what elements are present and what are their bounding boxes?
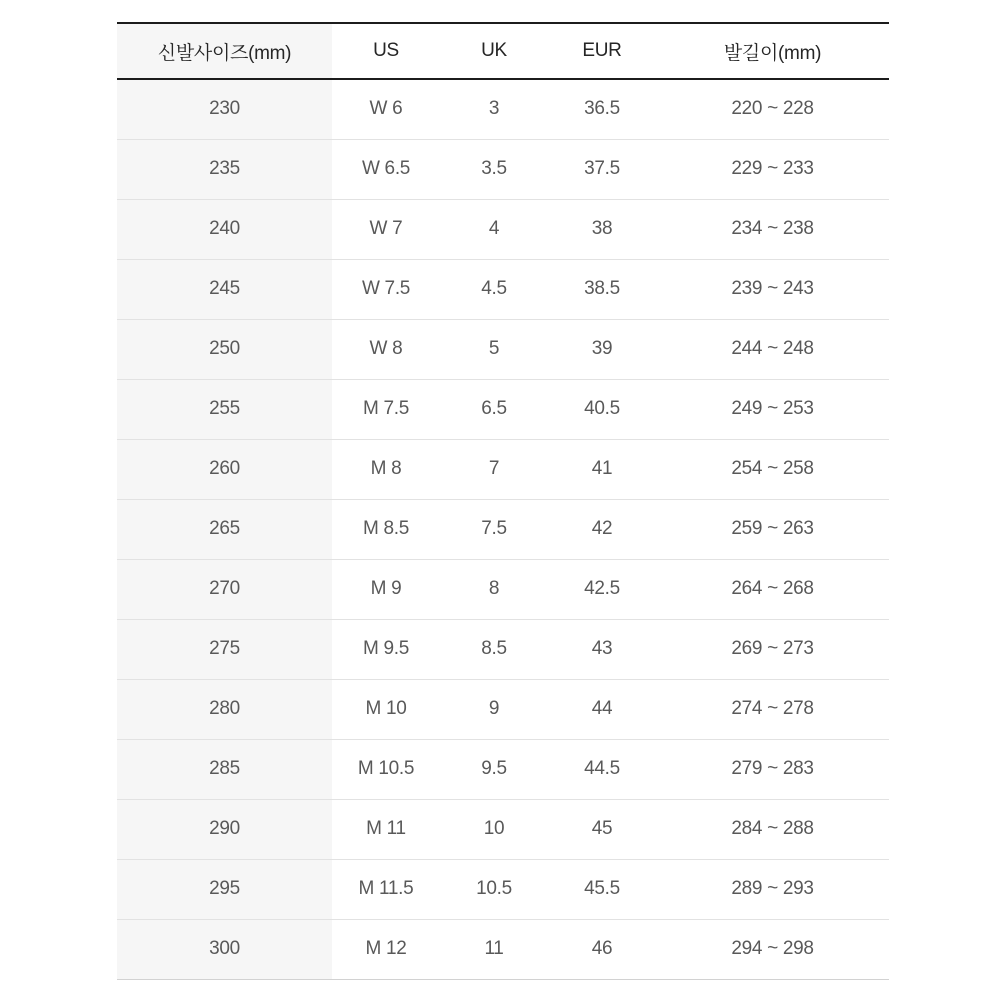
cell-uk-size: 10 bbox=[483, 818, 505, 839]
cell-shoe-size-mm: 250 bbox=[117, 319, 332, 379]
cell-shoe-size-mm: 245 bbox=[117, 259, 332, 319]
cell-eur-size: 44 bbox=[591, 698, 613, 719]
cell-uk-size: 4 bbox=[488, 218, 500, 239]
table-row bbox=[117, 919, 889, 979]
cell-us-size: M 7.5 bbox=[362, 398, 410, 419]
cell-us-size: M 9.5 bbox=[362, 638, 410, 659]
cell-eur-size: 38.5 bbox=[584, 278, 620, 299]
cell-uk-size: 3 bbox=[488, 98, 500, 120]
cell-us-size: M 11.5 bbox=[358, 878, 414, 899]
cell-us-size: W 8 bbox=[369, 338, 403, 359]
cell-eur-size: 37.5 bbox=[584, 158, 620, 179]
cell-eur-size: 42 bbox=[591, 518, 613, 539]
cell-eur-size: 41 bbox=[591, 458, 613, 479]
cell-uk-size: 6.5 bbox=[481, 398, 507, 419]
cell-foot-length-mm: 249 ~ 253 bbox=[731, 398, 814, 419]
cell-eur-size: 46 bbox=[591, 938, 613, 959]
table-row bbox=[117, 739, 889, 799]
table-row bbox=[117, 79, 889, 139]
cell-foot-length-mm: 244 ~ 248 bbox=[731, 338, 814, 359]
table-row bbox=[117, 139, 889, 199]
cell-foot-length-mm: 254 ~ 258 bbox=[731, 458, 814, 479]
cell-shoe-size-mm: 240 bbox=[117, 199, 332, 259]
table-row bbox=[117, 259, 889, 319]
header-row bbox=[117, 23, 889, 79]
cell-shoe-size-mm: 230 bbox=[117, 79, 332, 139]
cell-shoe-size-mm: 235 bbox=[117, 139, 332, 199]
cell-eur-size: 36.5 bbox=[584, 98, 620, 120]
cell-eur-size: 43 bbox=[591, 638, 613, 659]
cell-uk-size: 7 bbox=[488, 458, 500, 479]
header-cell-us-size: US bbox=[373, 40, 399, 61]
cell-shoe-size-mm: 275 bbox=[117, 619, 332, 679]
cell-shoe-size-mm: 260 bbox=[117, 439, 332, 499]
header-cell-uk-size: UK bbox=[481, 40, 507, 61]
cell-foot-length-mm: 234 ~ 238 bbox=[731, 218, 814, 239]
size-chart-container bbox=[117, 22, 889, 980]
cell-foot-length-mm: 259 ~ 263 bbox=[731, 518, 814, 539]
cell-eur-size: 40.5 bbox=[584, 398, 620, 419]
table-row bbox=[117, 499, 889, 559]
cell-foot-length-mm: 269 ~ 273 bbox=[731, 638, 814, 659]
cell-foot-length-mm: 264 ~ 268 bbox=[731, 578, 814, 599]
header-cell-foot-length-mm: 발길이(mm) bbox=[723, 42, 822, 64]
table-row bbox=[117, 319, 889, 379]
cell-shoe-size-mm: 270 bbox=[117, 559, 332, 619]
cell-us-size: M 10.5 bbox=[357, 758, 415, 779]
cell-shoe-size-mm: 295 bbox=[117, 859, 332, 919]
cell-eur-size: 38 bbox=[591, 218, 613, 239]
cell-uk-size: 4.5 bbox=[481, 278, 507, 299]
cell-foot-length-mm: 274 ~ 278 bbox=[731, 698, 814, 719]
cell-shoe-size-mm: 255 bbox=[117, 379, 332, 439]
table-body bbox=[117, 79, 889, 979]
cell-eur-size: 39 bbox=[591, 338, 613, 359]
cell-uk-size: 8.5 bbox=[481, 638, 507, 659]
cell-uk-size: 5 bbox=[488, 338, 500, 359]
cell-uk-size: 11 bbox=[484, 938, 504, 959]
cell-eur-size: 42.5 bbox=[584, 578, 620, 599]
table-row bbox=[117, 379, 889, 439]
table-row bbox=[117, 799, 889, 859]
cell-eur-size: 44.5 bbox=[584, 758, 620, 779]
table-row bbox=[117, 439, 889, 499]
table-row bbox=[117, 859, 889, 919]
cell-shoe-size-mm: 265 bbox=[117, 499, 332, 559]
cell-foot-length-mm: 229 ~ 233 bbox=[731, 158, 814, 179]
cell-foot-length-mm: 284 ~ 288 bbox=[731, 818, 814, 839]
cell-foot-length-mm: 294 ~ 298 bbox=[731, 938, 814, 959]
cell-uk-size: 3.5 bbox=[481, 158, 507, 179]
cell-us-size: M 12 bbox=[365, 938, 407, 959]
table-header bbox=[117, 23, 889, 79]
table-row bbox=[117, 199, 889, 259]
cell-foot-length-mm: 289 ~ 293 bbox=[731, 878, 814, 899]
cell-us-size: M 9 bbox=[370, 578, 402, 599]
header-cell-eur-size: EUR bbox=[582, 40, 622, 61]
cell-foot-length-mm: 220 ~ 228 bbox=[731, 98, 814, 120]
cell-uk-size: 10.5 bbox=[476, 878, 512, 899]
cell-us-size: M 8 bbox=[370, 458, 402, 479]
table-row bbox=[117, 679, 889, 739]
cell-us-size: M 10 bbox=[365, 698, 407, 719]
cell-shoe-size-mm: 285 bbox=[117, 739, 332, 799]
cell-uk-size: 8 bbox=[488, 578, 500, 599]
cell-us-size: W 6 bbox=[369, 98, 403, 120]
cell-us-size: W 7 bbox=[369, 218, 403, 239]
cell-us-size: W 7.5 bbox=[361, 278, 411, 299]
shoe-size-conversion-table bbox=[117, 22, 889, 980]
table-row bbox=[117, 619, 889, 679]
cell-us-size: W 6.5 bbox=[361, 158, 411, 179]
cell-shoe-size-mm: 280 bbox=[117, 679, 332, 739]
header-cell-shoe-size-mm: 신발사이즈(mm) bbox=[117, 23, 332, 79]
cell-us-size: M 8.5 bbox=[362, 518, 410, 539]
cell-uk-size: 7.5 bbox=[481, 518, 507, 539]
cell-eur-size: 45 bbox=[591, 818, 613, 839]
cell-shoe-size-mm: 290 bbox=[117, 799, 332, 859]
cell-eur-size: 45.5 bbox=[584, 878, 620, 899]
cell-foot-length-mm: 239 ~ 243 bbox=[731, 278, 814, 299]
cell-us-size: M 11 bbox=[366, 818, 406, 839]
cell-foot-length-mm: 279 ~ 283 bbox=[731, 758, 814, 779]
table-row bbox=[117, 559, 889, 619]
cell-uk-size: 9.5 bbox=[481, 758, 507, 779]
cell-shoe-size-mm: 300 bbox=[117, 919, 332, 979]
cell-uk-size: 9 bbox=[488, 698, 500, 719]
